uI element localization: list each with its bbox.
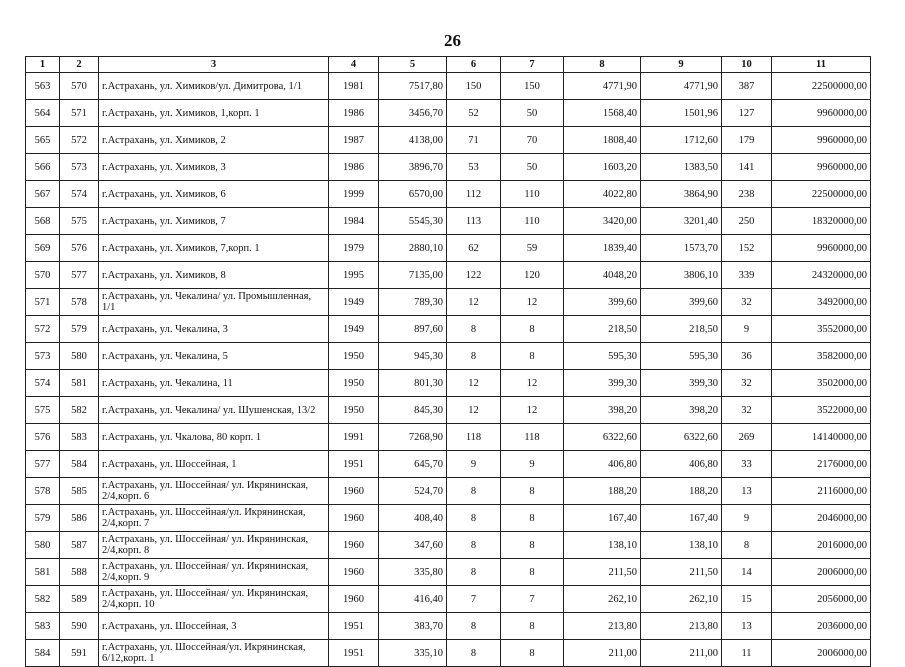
cell-year-built: 1999	[329, 181, 379, 208]
table-row	[26, 424, 871, 451]
cell-object-number: 586	[60, 505, 99, 532]
cell-column-10: 33	[722, 451, 772, 478]
cell-living-area: 138,10	[564, 532, 641, 559]
cell-amount: 3582000,00	[772, 343, 871, 370]
cell-total-area: 5545,30	[379, 208, 447, 235]
cell-address: г.Астрахань, ул. Шоссейная/ ул. Икрянинская, 2/4,корп. 8	[99, 532, 329, 559]
cell-apartments: 8	[447, 505, 501, 532]
cell-row-number: 578	[26, 478, 60, 505]
cell-address: г.Астрахань, ул. Химиков, 7	[99, 208, 329, 235]
cell-total-area: 416,40	[379, 586, 447, 613]
cell-residents: 8	[501, 316, 564, 343]
cell-total-area: 645,70	[379, 451, 447, 478]
column-header-6: 6	[447, 57, 501, 73]
cell-amount: 3492000,00	[772, 289, 871, 316]
cell-object-number: 579	[60, 316, 99, 343]
cell-column-10: 14	[722, 559, 772, 586]
cell-address: г.Астрахань, ул. Химиков, 8	[99, 262, 329, 289]
cell-year-built: 1986	[329, 154, 379, 181]
cell-column-10: 269	[722, 424, 772, 451]
cell-apartments: 113	[447, 208, 501, 235]
cell-address: г.Астрахань, ул. Химиков, 2	[99, 127, 329, 154]
cell-column-10: 127	[722, 100, 772, 127]
cell-area-2: 406,80	[641, 451, 722, 478]
cell-column-10: 13	[722, 613, 772, 640]
header-row	[26, 57, 871, 73]
cell-amount: 9960000,00	[772, 100, 871, 127]
cell-living-area: 4048,20	[564, 262, 641, 289]
cell-column-10: 238	[722, 181, 772, 208]
cell-object-number: 587	[60, 532, 99, 559]
cell-residents: 50	[501, 154, 564, 181]
cell-living-area: 167,40	[564, 505, 641, 532]
cell-column-10: 32	[722, 397, 772, 424]
cell-column-10: 9	[722, 316, 772, 343]
cell-amount: 22500000,00	[772, 181, 871, 208]
housing-registry-table	[25, 56, 871, 667]
cell-total-area: 789,30	[379, 289, 447, 316]
cell-row-number: 576	[26, 424, 60, 451]
cell-living-area: 4022,80	[564, 181, 641, 208]
cell-year-built: 1960	[329, 505, 379, 532]
table-row	[26, 181, 871, 208]
cell-address: г.Астрахань, ул. Шоссейная, 3	[99, 613, 329, 640]
cell-address: г.Астрахань, ул. Химиков, 3	[99, 154, 329, 181]
cell-row-number: 568	[26, 208, 60, 235]
cell-total-area: 335,80	[379, 559, 447, 586]
cell-amount: 24320000,00	[772, 262, 871, 289]
cell-address: г.Астрахань, ул. Шоссейная/ ул. Икрянинская, 2/4,корп. 6	[99, 478, 329, 505]
cell-living-area: 262,10	[564, 586, 641, 613]
cell-object-number: 574	[60, 181, 99, 208]
page-number: 26	[444, 31, 461, 50]
cell-residents: 8	[501, 478, 564, 505]
cell-area-2: 1573,70	[641, 235, 722, 262]
cell-living-area: 188,20	[564, 478, 641, 505]
cell-address: г.Астрахань, ул. Шоссейная/ул. Икрянинская, 2/4,корп. 7	[99, 505, 329, 532]
cell-area-2: 1383,50	[641, 154, 722, 181]
cell-apartments: 8	[447, 640, 501, 667]
cell-column-10: 387	[722, 73, 772, 100]
cell-address: г.Астрахань, ул. Чекалина, 3	[99, 316, 329, 343]
cell-row-number: 571	[26, 289, 60, 316]
cell-amount: 2016000,00	[772, 532, 871, 559]
column-header-4: 4	[329, 57, 379, 73]
cell-residents: 8	[501, 559, 564, 586]
cell-living-area: 211,50	[564, 559, 641, 586]
cell-object-number: 591	[60, 640, 99, 667]
cell-object-number: 585	[60, 478, 99, 505]
cell-row-number: 567	[26, 181, 60, 208]
cell-total-area: 897,60	[379, 316, 447, 343]
cell-apartments: 112	[447, 181, 501, 208]
cell-object-number: 590	[60, 613, 99, 640]
cell-column-10: 32	[722, 370, 772, 397]
cell-column-10: 11	[722, 640, 772, 667]
cell-area-2: 211,50	[641, 559, 722, 586]
cell-object-number: 573	[60, 154, 99, 181]
cell-address: г.Астрахань, ул. Шоссейная/ ул. Икрянинская, 2/4,корп. 10	[99, 586, 329, 613]
cell-area-2: 1501,96	[641, 100, 722, 127]
cell-residents: 50	[501, 100, 564, 127]
cell-area-2: 138,10	[641, 532, 722, 559]
cell-living-area: 406,80	[564, 451, 641, 478]
cell-living-area: 6322,60	[564, 424, 641, 451]
cell-total-area: 7268,90	[379, 424, 447, 451]
cell-year-built: 1981	[329, 73, 379, 100]
cell-living-area: 213,80	[564, 613, 641, 640]
cell-object-number: 572	[60, 127, 99, 154]
cell-area-2: 3201,40	[641, 208, 722, 235]
cell-amount: 9960000,00	[772, 127, 871, 154]
cell-residents: 7	[501, 586, 564, 613]
cell-row-number: 569	[26, 235, 60, 262]
cell-apartments: 71	[447, 127, 501, 154]
cell-row-number: 575	[26, 397, 60, 424]
cell-object-number: 582	[60, 397, 99, 424]
cell-area-2: 6322,60	[641, 424, 722, 451]
cell-total-area: 7517,80	[379, 73, 447, 100]
cell-residents: 8	[501, 613, 564, 640]
cell-area-2: 398,20	[641, 397, 722, 424]
cell-row-number: 566	[26, 154, 60, 181]
cell-apartments: 8	[447, 316, 501, 343]
table-row	[26, 505, 871, 532]
cell-year-built: 1986	[329, 100, 379, 127]
cell-residents: 110	[501, 208, 564, 235]
cell-amount: 22500000,00	[772, 73, 871, 100]
cell-year-built: 1951	[329, 640, 379, 667]
cell-amount: 2056000,00	[772, 586, 871, 613]
cell-address: г.Астрахань, ул. Шоссейная/ул. Икрянинская, 6/12,корп. 1	[99, 640, 329, 667]
cell-object-number: 578	[60, 289, 99, 316]
column-header-2: 2	[60, 57, 99, 73]
cell-year-built: 1991	[329, 424, 379, 451]
cell-column-10: 15	[722, 586, 772, 613]
column-header-9: 9	[641, 57, 722, 73]
cell-year-built: 1995	[329, 262, 379, 289]
cell-total-area: 2880,10	[379, 235, 447, 262]
cell-object-number: 583	[60, 424, 99, 451]
cell-residents: 9	[501, 451, 564, 478]
cell-area-2: 262,10	[641, 586, 722, 613]
cell-address: г.Астрахань, ул. Чекалина, 11	[99, 370, 329, 397]
column-header-11: 11	[772, 57, 871, 73]
cell-total-area: 6570,00	[379, 181, 447, 208]
cell-residents: 59	[501, 235, 564, 262]
cell-object-number: 589	[60, 586, 99, 613]
cell-total-area: 408,40	[379, 505, 447, 532]
table-row	[26, 478, 871, 505]
cell-column-10: 36	[722, 343, 772, 370]
cell-row-number: 570	[26, 262, 60, 289]
cell-area-2: 211,00	[641, 640, 722, 667]
cell-living-area: 1808,40	[564, 127, 641, 154]
cell-amount: 2006000,00	[772, 640, 871, 667]
cell-amount: 2116000,00	[772, 478, 871, 505]
cell-row-number: 573	[26, 343, 60, 370]
table-row	[26, 262, 871, 289]
cell-row-number: 579	[26, 505, 60, 532]
table-row	[26, 289, 871, 316]
cell-apartments: 62	[447, 235, 501, 262]
cell-apartments: 12	[447, 397, 501, 424]
cell-address: г.Астрахань, ул. Чекалина/ ул. Шушенская, 13/2	[99, 397, 329, 424]
cell-object-number: 575	[60, 208, 99, 235]
cell-area-2: 399,30	[641, 370, 722, 397]
cell-year-built: 1951	[329, 613, 379, 640]
table-row	[26, 559, 871, 586]
cell-area-2: 399,60	[641, 289, 722, 316]
cell-amount: 3502000,00	[772, 370, 871, 397]
cell-residents: 70	[501, 127, 564, 154]
cell-row-number: 584	[26, 640, 60, 667]
cell-living-area: 1839,40	[564, 235, 641, 262]
cell-amount: 2046000,00	[772, 505, 871, 532]
cell-object-number: 588	[60, 559, 99, 586]
cell-object-number: 577	[60, 262, 99, 289]
cell-residents: 12	[501, 370, 564, 397]
cell-row-number: 564	[26, 100, 60, 127]
cell-row-number: 582	[26, 586, 60, 613]
cell-object-number: 581	[60, 370, 99, 397]
cell-amount: 9960000,00	[772, 154, 871, 181]
table-row	[26, 640, 871, 667]
cell-amount: 2006000,00	[772, 559, 871, 586]
cell-object-number: 571	[60, 100, 99, 127]
cell-apartments: 7	[447, 586, 501, 613]
cell-residents: 118	[501, 424, 564, 451]
cell-residents: 12	[501, 289, 564, 316]
cell-total-area: 347,60	[379, 532, 447, 559]
cell-apartments: 122	[447, 262, 501, 289]
cell-apartments: 9	[447, 451, 501, 478]
cell-column-10: 152	[722, 235, 772, 262]
cell-living-area: 4771,90	[564, 73, 641, 100]
column-header-7: 7	[501, 57, 564, 73]
cell-total-area: 845,30	[379, 397, 447, 424]
cell-year-built: 1979	[329, 235, 379, 262]
cell-area-2: 1712,60	[641, 127, 722, 154]
cell-apartments: 8	[447, 478, 501, 505]
cell-living-area: 1568,40	[564, 100, 641, 127]
column-header-8: 8	[564, 57, 641, 73]
cell-year-built: 1949	[329, 316, 379, 343]
cell-address: г.Астрахань, ул. Химиков, 6	[99, 181, 329, 208]
cell-total-area: 335,10	[379, 640, 447, 667]
cell-year-built: 1949	[329, 289, 379, 316]
cell-apartments: 150	[447, 73, 501, 100]
cell-total-area: 945,30	[379, 343, 447, 370]
cell-amount: 18320000,00	[772, 208, 871, 235]
cell-residents: 12	[501, 397, 564, 424]
cell-address: г.Астрахань, ул. Шоссейная, 1	[99, 451, 329, 478]
cell-column-10: 179	[722, 127, 772, 154]
cell-object-number: 570	[60, 73, 99, 100]
cell-apartments: 8	[447, 613, 501, 640]
cell-apartments: 12	[447, 289, 501, 316]
cell-living-area: 399,60	[564, 289, 641, 316]
cell-residents: 8	[501, 343, 564, 370]
cell-living-area: 399,30	[564, 370, 641, 397]
cell-amount: 2176000,00	[772, 451, 871, 478]
cell-apartments: 8	[447, 343, 501, 370]
cell-row-number: 580	[26, 532, 60, 559]
cell-amount: 3522000,00	[772, 397, 871, 424]
cell-residents: 110	[501, 181, 564, 208]
table-row	[26, 586, 871, 613]
table-row	[26, 451, 871, 478]
cell-row-number: 563	[26, 73, 60, 100]
cell-row-number: 583	[26, 613, 60, 640]
cell-living-area: 211,00	[564, 640, 641, 667]
cell-year-built: 1950	[329, 397, 379, 424]
cell-living-area: 595,30	[564, 343, 641, 370]
cell-residents: 8	[501, 640, 564, 667]
cell-row-number: 574	[26, 370, 60, 397]
cell-total-area: 4138,00	[379, 127, 447, 154]
cell-year-built: 1951	[329, 451, 379, 478]
column-header-5: 5	[379, 57, 447, 73]
cell-area-2: 188,20	[641, 478, 722, 505]
cell-row-number: 577	[26, 451, 60, 478]
cell-living-area: 218,50	[564, 316, 641, 343]
table-row	[26, 370, 871, 397]
cell-address: г.Астрахань, ул. Химиков, 7,корп. 1	[99, 235, 329, 262]
cell-total-area: 3456,70	[379, 100, 447, 127]
cell-year-built: 1987	[329, 127, 379, 154]
cell-amount: 3552000,00	[772, 316, 871, 343]
cell-apartments: 53	[447, 154, 501, 181]
cell-column-10: 32	[722, 289, 772, 316]
cell-total-area: 524,70	[379, 478, 447, 505]
cell-residents: 8	[501, 532, 564, 559]
table-row	[26, 613, 871, 640]
cell-address: г.Астрахань, ул. Чекалина/ ул. Промышленная, 1/1	[99, 289, 329, 316]
cell-apartments: 8	[447, 559, 501, 586]
cell-object-number: 580	[60, 343, 99, 370]
cell-year-built: 1984	[329, 208, 379, 235]
cell-amount: 2036000,00	[772, 613, 871, 640]
cell-row-number: 581	[26, 559, 60, 586]
cell-area-2: 595,30	[641, 343, 722, 370]
cell-address: г.Астрахань, ул. Чекалина, 5	[99, 343, 329, 370]
cell-address: г.Астрахань, ул. Химиков/ул. Димитрова, 1/1	[99, 73, 329, 100]
cell-total-area: 801,30	[379, 370, 447, 397]
cell-apartments: 118	[447, 424, 501, 451]
table-row	[26, 532, 871, 559]
cell-apartments: 8	[447, 532, 501, 559]
table-body	[26, 73, 871, 667]
cell-object-number: 584	[60, 451, 99, 478]
cell-column-10: 141	[722, 154, 772, 181]
cell-year-built: 1960	[329, 559, 379, 586]
column-header-3: 3	[99, 57, 329, 73]
cell-column-10: 9	[722, 505, 772, 532]
cell-area-2: 213,80	[641, 613, 722, 640]
cell-address: г.Астрахань, ул. Химиков, 1,корп. 1	[99, 100, 329, 127]
cell-living-area: 398,20	[564, 397, 641, 424]
cell-amount: 9960000,00	[772, 235, 871, 262]
cell-area-2: 3806,10	[641, 262, 722, 289]
cell-living-area: 3420,00	[564, 208, 641, 235]
cell-year-built: 1960	[329, 478, 379, 505]
table-row	[26, 154, 871, 181]
cell-area-2: 167,40	[641, 505, 722, 532]
cell-column-10: 250	[722, 208, 772, 235]
cell-total-area: 3896,70	[379, 154, 447, 181]
cell-total-area: 7135,00	[379, 262, 447, 289]
table-row	[26, 397, 871, 424]
cell-year-built: 1960	[329, 532, 379, 559]
table-row	[26, 343, 871, 370]
cell-apartments: 12	[447, 370, 501, 397]
table-row	[26, 73, 871, 100]
column-header-1: 1	[26, 57, 60, 73]
cell-living-area: 1603,20	[564, 154, 641, 181]
cell-total-area: 383,70	[379, 613, 447, 640]
cell-object-number: 576	[60, 235, 99, 262]
cell-year-built: 1950	[329, 343, 379, 370]
column-header-10: 10	[722, 57, 772, 73]
cell-residents: 120	[501, 262, 564, 289]
cell-area-2: 3864,90	[641, 181, 722, 208]
cell-row-number: 565	[26, 127, 60, 154]
cell-area-2: 4771,90	[641, 73, 722, 100]
cell-year-built: 1950	[329, 370, 379, 397]
cell-column-10: 13	[722, 478, 772, 505]
cell-address: г.Астрахань, ул. Шоссейная/ ул. Икрянинская, 2/4,корп. 9	[99, 559, 329, 586]
table-row	[26, 100, 871, 127]
cell-apartments: 52	[447, 100, 501, 127]
cell-residents: 8	[501, 505, 564, 532]
cell-amount: 14140000,00	[772, 424, 871, 451]
cell-year-built: 1960	[329, 586, 379, 613]
cell-row-number: 572	[26, 316, 60, 343]
table-row	[26, 208, 871, 235]
table-row	[26, 127, 871, 154]
cell-area-2: 218,50	[641, 316, 722, 343]
table-row	[26, 235, 871, 262]
cell-residents: 150	[501, 73, 564, 100]
table-row	[26, 316, 871, 343]
cell-column-10: 339	[722, 262, 772, 289]
cell-column-10: 8	[722, 532, 772, 559]
cell-address: г.Астрахань, ул. Чкалова, 80 корп. 1	[99, 424, 329, 451]
